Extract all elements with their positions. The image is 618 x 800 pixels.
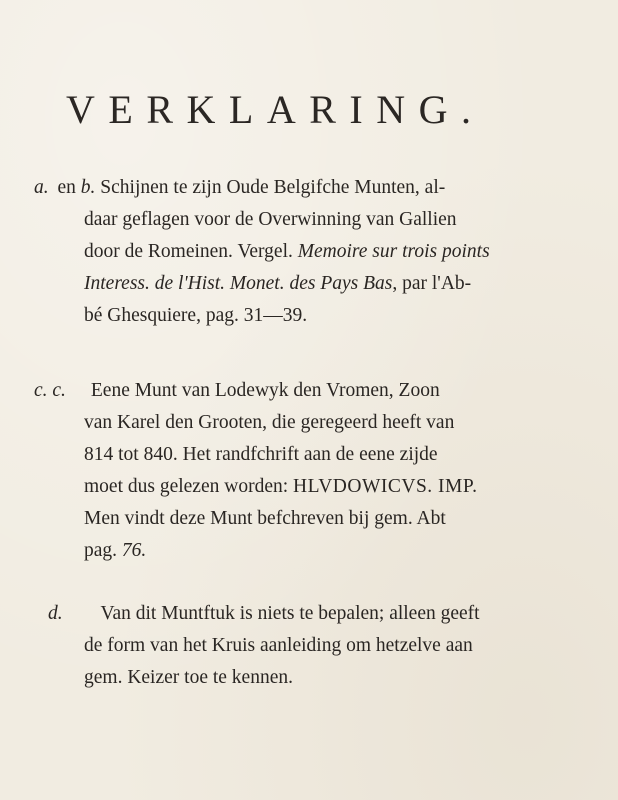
- entry-a-line-1-rest: Schijnen te zijn Oude Belgifche Munten, al-: [100, 177, 446, 198]
- entry-c-line-2: van Karel den Grooten, die geregeerd heeft van: [84, 412, 455, 433]
- entry-a-line-1-pre: en: [57, 177, 76, 198]
- entry-d: [34, 598, 589, 694]
- entry-d-line-1: [34, 598, 589, 630]
- entry-d-line-3: gem. Keizer toe te kennen.: [84, 667, 293, 688]
- entry-c-line-5: Men vindt deze Munt befchreven bij gem. Abt: [84, 508, 446, 529]
- entry-c-line-1: [34, 375, 589, 407]
- entry-a-line-3: [34, 236, 589, 268]
- entry-a-line-1-b: b.: [80, 177, 96, 198]
- entry-c: [34, 375, 589, 567]
- entry-d-line-1-text: Van dit Muntftuk is niets te bepalen; alleen geeft: [100, 603, 480, 624]
- entry-a-line-4: [34, 268, 589, 300]
- entry-c-line-3: 814 tot 840. Het randfchrift aan de eene zijde: [84, 444, 438, 465]
- entry-c-inscription: HLVDOWICVS. IMP.: [293, 476, 478, 497]
- page-title: VERKLARING.: [66, 87, 485, 132]
- entry-c-line-6: [34, 535, 589, 567]
- entry-c-marker: c. c.: [34, 380, 66, 401]
- entry-a-line-3-pre: door de Romeinen. Vergel.: [84, 241, 293, 262]
- entry-d-marker: d.: [48, 603, 63, 624]
- entry-d-line-2: de form van het Kruis aanleiding om hetzelve aan: [84, 635, 473, 656]
- entry-c-line-6-pre: pag.: [84, 540, 118, 561]
- entry-c-line-4: [34, 471, 589, 503]
- entry-a-line-3-italic: Memoire sur trois points: [297, 241, 490, 262]
- entry-a-line-2: daar geflagen voor de Overwinning van Gallien: [84, 209, 457, 230]
- entry-a-line-4-italic: Interess. de l'Hist. Monet. des Pays Bas: [84, 273, 393, 294]
- entry-a-marker: a.: [34, 177, 49, 198]
- entry-c-line-4-pre: moet dus gelezen worden:: [84, 476, 289, 497]
- entry-c-line-1-text: Eene Munt van Lodewyk den Vromen, Zoon: [90, 380, 440, 401]
- entry-a: [34, 172, 589, 332]
- entry-a-line-1: [34, 172, 589, 204]
- entry-a-line-5: bé Ghesquiere, pag. 31—39.: [84, 305, 308, 326]
- entry-c-line-6-italic: 76.: [121, 540, 147, 561]
- entry-a-line-4-rest: , par l'Ab-: [392, 273, 472, 294]
